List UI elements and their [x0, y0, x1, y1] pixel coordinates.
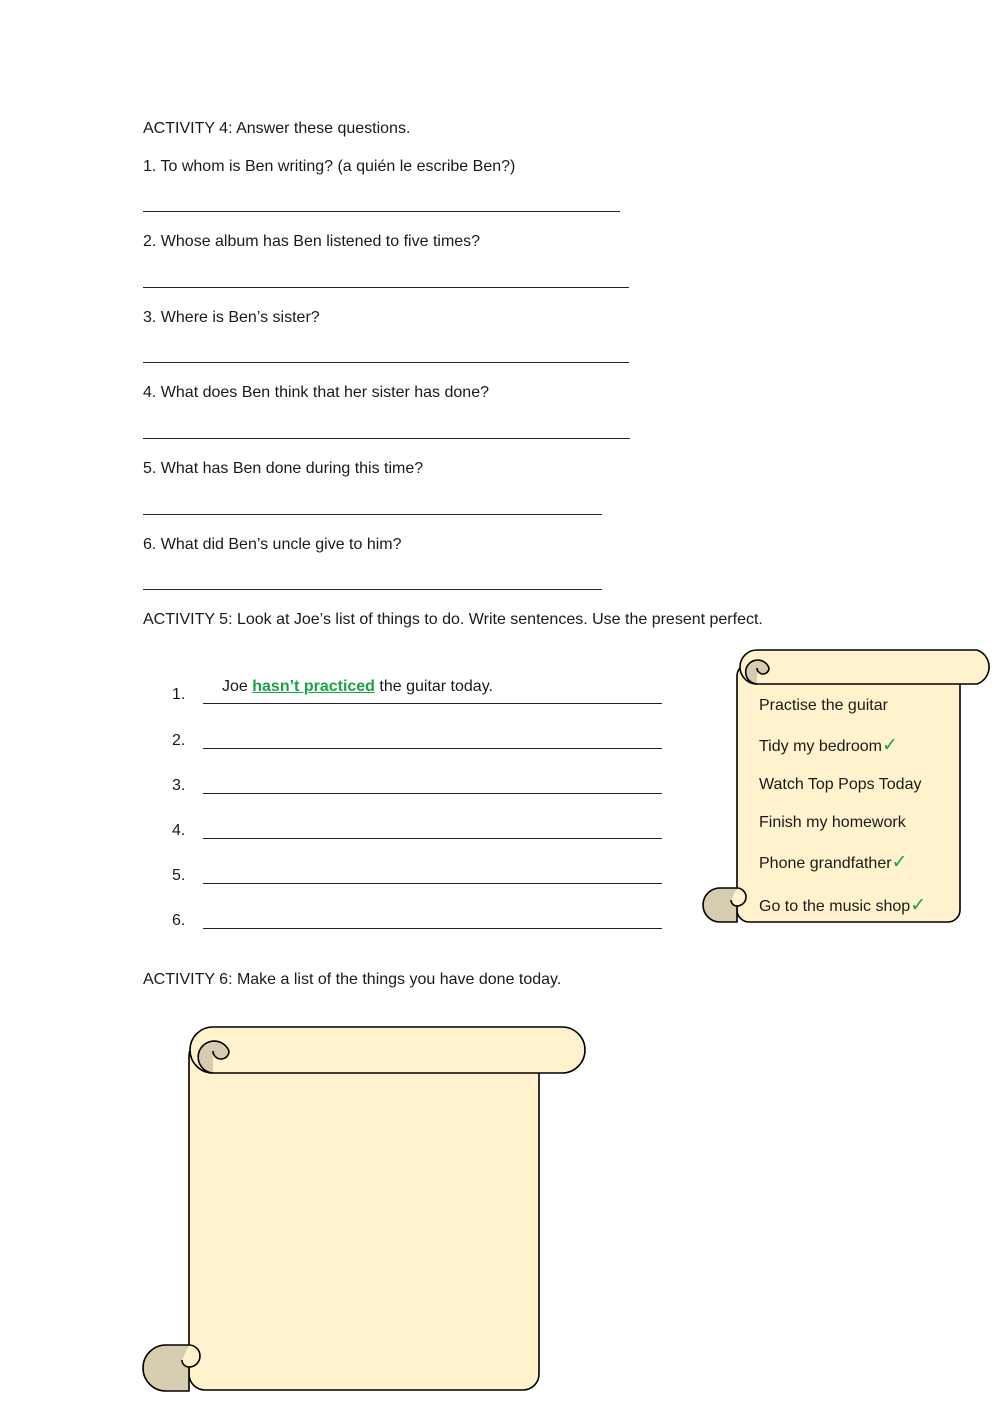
- example-after: the guitar today.: [374, 678, 493, 695]
- todo-item-text: Phone grandfather: [759, 855, 892, 872]
- todo-item-text: Finish my homework: [759, 814, 906, 831]
- question-3: 3. Where is Ben’s sister?: [143, 309, 320, 326]
- blank-scroll-body: [189, 1040, 539, 1390]
- check-icon: ✓: [910, 895, 927, 916]
- activity5-title: ACTIVITY 5: Look at Joe’s list of things to do. Write sentences. Use the present perfect.: [143, 611, 763, 628]
- question-4: 4. What does Ben think that her sister has done?: [143, 384, 489, 401]
- todo-item-text: Watch Top Pops Today: [759, 776, 922, 793]
- sentence-number-2: 2.: [172, 732, 186, 749]
- blank-scroll-top-roll: [190, 1027, 585, 1073]
- question-1: 1. To whom is Ben writing? (a quién le escribe Ben?): [143, 158, 516, 175]
- question-5: 5. What has Ben done during this time?: [143, 460, 424, 477]
- blank-scroll-bottom-curl: [143, 1345, 189, 1391]
- example-before: Joe: [222, 678, 253, 695]
- sentence-number-6: 6.: [172, 912, 186, 929]
- todo-item-text: Tidy my bedroom: [759, 738, 882, 755]
- question-6: 6. What did Ben’s uncle give to him?: [143, 536, 402, 553]
- activity6-title: ACTIVITY 6: Make a list of the things you have done today.: [143, 971, 562, 988]
- sentence-number-4: 4.: [172, 822, 186, 839]
- todo-item-text: Practise the guitar: [759, 697, 888, 714]
- todo-item-text: Go to the music shop: [759, 898, 911, 915]
- sentence-number-1: 1.: [172, 686, 186, 703]
- sentence-number-5: 5.: [172, 867, 186, 884]
- activity4-title: ACTIVITY 4: Answer these questions.: [143, 120, 411, 137]
- question-2: 2. Whose album has Ben listened to five times?: [143, 233, 481, 250]
- sentence-number-3: 3.: [172, 777, 186, 794]
- check-icon: ✓: [891, 852, 908, 873]
- example-highlight: hasn’t practiced: [252, 678, 375, 695]
- check-icon: ✓: [882, 735, 898, 756]
